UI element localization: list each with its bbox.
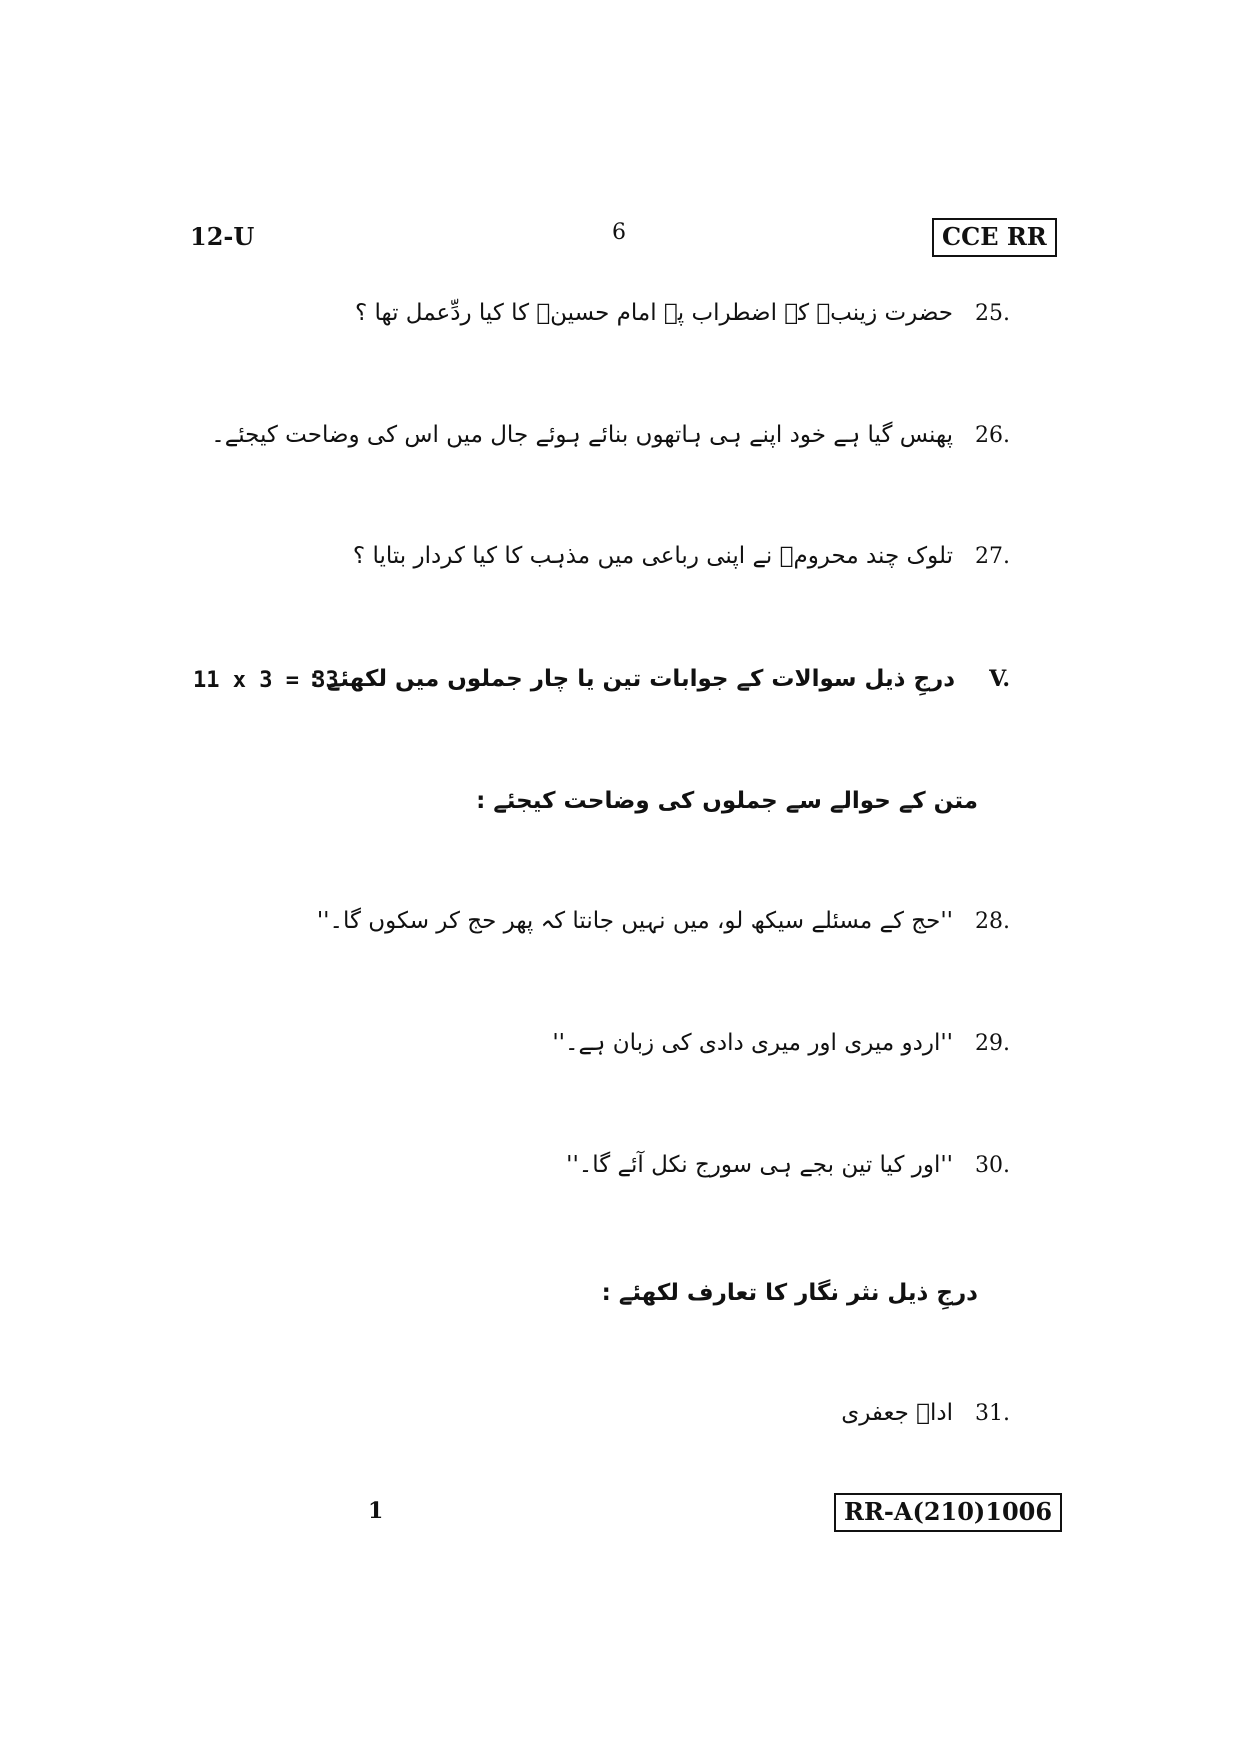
question-text: حضرت زینبؓ کے اضطراب پہ امام حسینؓ کا کیا ردِّعمل تھا ؟ xyxy=(354,300,953,326)
question-text: ''اردو میری اور میری دادی کی زبان ہے۔'' xyxy=(552,1030,953,1056)
section-marks: 11 x 3 = 33 xyxy=(193,668,339,693)
question-text: ''حج کے مسئلے سیکھ لو، میں نہیں جانتا کہ پھر حج کر سکوں گا۔'' xyxy=(316,908,953,934)
question-number: 28. xyxy=(975,909,1010,934)
section-number: V. xyxy=(989,666,1010,692)
sheet-number: 1 xyxy=(368,1498,384,1524)
page-number: 6 xyxy=(612,220,626,245)
question-number: 31. xyxy=(975,1401,1010,1426)
question-text: ''اور کیا تین بجے ہی سورج نکل آئے گا۔'' xyxy=(566,1152,953,1178)
question-25 xyxy=(355,300,1010,326)
question-text: پھنس گیا ہے خود اپنے ہی ہاتھوں بنائے ہوئے جال میں اس کی وضاحت کیجئے۔ xyxy=(211,422,953,448)
subheading-prose-writer-intro: درجِ ذیل نثر نگار کا تعارف لکھئے : xyxy=(601,1280,978,1306)
section-instruction-text: درجِ ذیل سوالات کے جوابات تین یا چار جملوں میں لکھئے : xyxy=(309,666,956,692)
question-30 xyxy=(566,1152,1010,1178)
subheading-explain-sentences: متن کے حوالے سے جملوں کی وضاحت کیجئے : xyxy=(476,788,978,814)
question-29 xyxy=(552,1030,1010,1056)
question-31 xyxy=(841,1400,1010,1426)
question-27 xyxy=(353,543,1010,569)
question-number: 26. xyxy=(975,423,1010,448)
paper-code: 12-U xyxy=(190,222,255,251)
question-text: اداؔ جعفری xyxy=(841,1400,953,1426)
section-v-instruction xyxy=(310,666,1010,692)
question-number: 27. xyxy=(975,544,1010,569)
question-number: 30. xyxy=(975,1153,1010,1178)
scheme-label-box: CCE RR xyxy=(932,218,1057,257)
question-28 xyxy=(317,908,1010,934)
question-26 xyxy=(211,422,1010,448)
question-number: 29. xyxy=(975,1031,1010,1056)
question-number: 25. xyxy=(975,301,1010,326)
paper-id-box: RR-A(210)1006 xyxy=(834,1493,1062,1532)
question-text: تلوک چند محرومؔ نے اپنی رباعی میں مذہب کا کیا کردار بتایا ؟ xyxy=(352,543,953,569)
